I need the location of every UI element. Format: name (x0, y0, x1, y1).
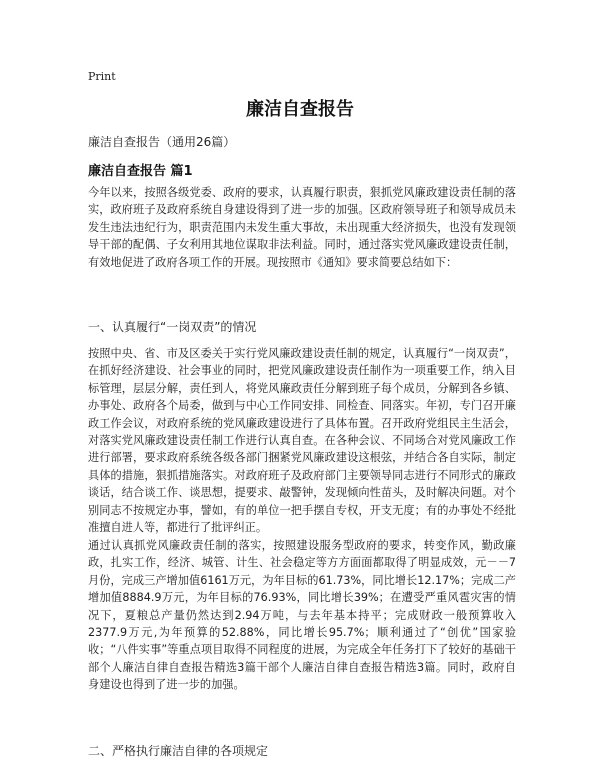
page-title: 廉洁自查报告 (246, 99, 354, 120)
print-link[interactable]: Print (88, 70, 116, 83)
body-paragraph: 通过认真抓党风廉政责任制的落实，按照建设服务型政府的要求，转变作风，勤政廉政，扎实工作，经济、城管、计生、社会稳定等方方面面都取得了明显成效，元－－7月份，完成三产增加值6161万元，为年目标的61.73%，同比增长12.17%；完成二产增加值8884.9万元，为年目标的76.93%，同比增长39%；在遭受严重风雹灾害的情况下，夏粮总产量仍然达到2.94万吨，与去年基本持平；完成财政一般预算收入2377.9万元,为年预算的52.88%，同比增长95.7%；顺利通过了“创优”国家验收；“八件实事”等重点项目取得不同程度的进展，为完成全年任务打下了较好的基础干部个人廉洁自律自查报告精选3篇干部个人廉洁自律自查报告精选3篇。同时，政府自身建设也得到了进一步的加强。 (88, 539, 516, 692)
sub-heading: 二、严格执行廉洁自律的各项规定 (88, 744, 269, 758)
document-subtitle: 廉洁自查报告（通用26篇） (88, 135, 236, 149)
sub-heading: 一、认真履行“一岗双责”的情况 (88, 320, 257, 334)
body-paragraph: 按照中央、省、市及区委关于实行党风廉政建设责任制的规定，认真履行“一岗双责”，在抓好经济建设、社会事业的同时，把党风廉政建设责任制作为一项重要工作，纳入目标管理，层层分解，责任到人，将党风廉政责任分解到班子每个成员，分解到各乡镇、办事处、政府各个局委，做到与中心工作同安排、同检查、同落实。年初，专门召开廉政工作会议，对政府系统的党风廉政建设进行了具体布置。召开政府党组民主生活会，对落实党风廉政建设责任制工作进行认真自查。在各种会议、不同场合对党风廉政工作进行部署，要求政府系统各级各部门捆紧党风廉政建设这根弦，并结合各自实际，制定具体的措施，狠抓措施落实。对政府班子及政府部门主要领导同志进行不同形式的廉政谈话，结合谈工作、谈思想，提要求、敲警钟，发现倾向性苗头，及时解决问题。对个别同志不按规定办事，譬如，有的单位一把手摆自专权，开支无度；有的办事处不经批准擅自进人等，都进行了批评纠正。 (88, 347, 516, 535)
body-paragraph: 今年以来，按照各级党委、政府的要求，认真履行职责，狠抓党风廉政建设责任制的落实，政府班子及政府系统自身建设得到了进一步的加强。区政府领导班子和领导成员未发生违法违纪行为，职责范围内未发生重大事故，未出现重大经济损失，也没有发现领导干部的配偶、子女利用其地位谋取非法利益。同时，通过落实党风廉政建设责任制，有效地促进了政府各项工作的开展。现按照市《通知》要求简要总结如下： (88, 186, 516, 269)
section-heading: 廉洁自查报告 篇1 (88, 164, 193, 179)
